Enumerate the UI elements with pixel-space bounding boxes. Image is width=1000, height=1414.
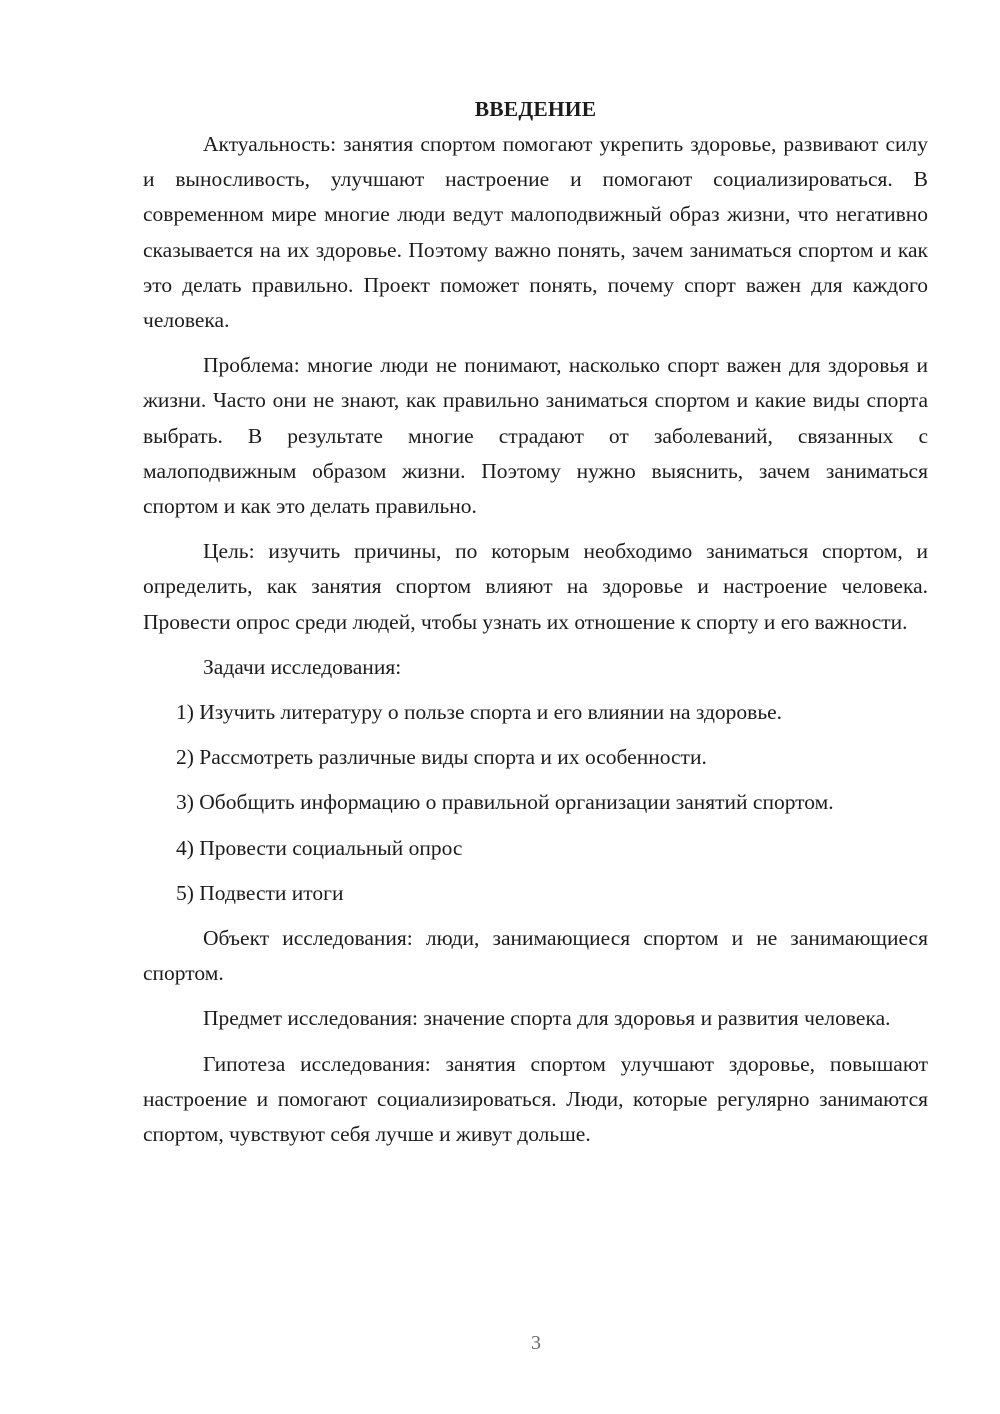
section-title: ВВЕДЕНИЕ <box>474 97 597 121</box>
paragraph-goal: Цель: изучить причины, по которым необходимо заниматься спортом, и определить, как занятия спортом влияют на здоровье и настроение человека. Провести опрос среди людей, чтобы узнать их отношение к спорту и его важности. <box>143 539 928 634</box>
page-number: 3 <box>531 1332 541 1354</box>
paragraph-object: Объект исследования: люди, занимающиеся спортом и не занимающиеся спортом. <box>143 926 928 986</box>
task-item-5: 5) Подвести итоги <box>176 880 344 905</box>
task-item-1: 1) Изучить литературу о пользе спорта и его влиянии на здоровье. <box>176 700 783 725</box>
tasks-heading: Задачи исследования: <box>203 654 402 679</box>
task-item-3: 3) Обобщить информацию о правильной организации занятий спортом. <box>176 790 834 815</box>
paragraph-hypothesis: Гипотеза исследования: занятия спортом улучшают здоровье, повышают настроение и помогают социализироваться. Люди, которые регулярно занимаются спортом, чувствуют себя лучше и живут дольше. <box>143 1051 928 1147</box>
paragraph-subject: Предмет исследования: значение спорта для здоровья и развития человека. <box>203 1006 891 1031</box>
task-item-2: 2) Рассмотреть различные виды спорта и их особенности. <box>176 745 707 770</box>
document-page <box>143 92 928 1162</box>
paragraph-relevance: Актуальность: занятия спортом помогают укрепить здоровье, развивают силу и выносливость, улучшают настроение и помогают социализироваться. В современном мире многие люди ведут малоподвижный образ жизни, что негативно сказывается на их здоровье. Поэтому важно понять, зачем заниматься спортом и как это делать правильно. Проект поможет понять, почему спорт важен для каждого человека. <box>143 132 928 333</box>
paragraph-problem: Проблема: многие люди не понимают, насколько спорт важен для здоровья и жизни. Часто они не знают, как правильно заниматься спортом и какие виды спорта выбрать. В результате многие страдают от заболеваний, связанных с малоподвижным образом жизни. Поэтому нужно выяснить, зачем заниматься спортом и как это делать правильно. <box>143 353 928 519</box>
task-item-4: 4) Провести социальный опрос <box>176 835 463 860</box>
